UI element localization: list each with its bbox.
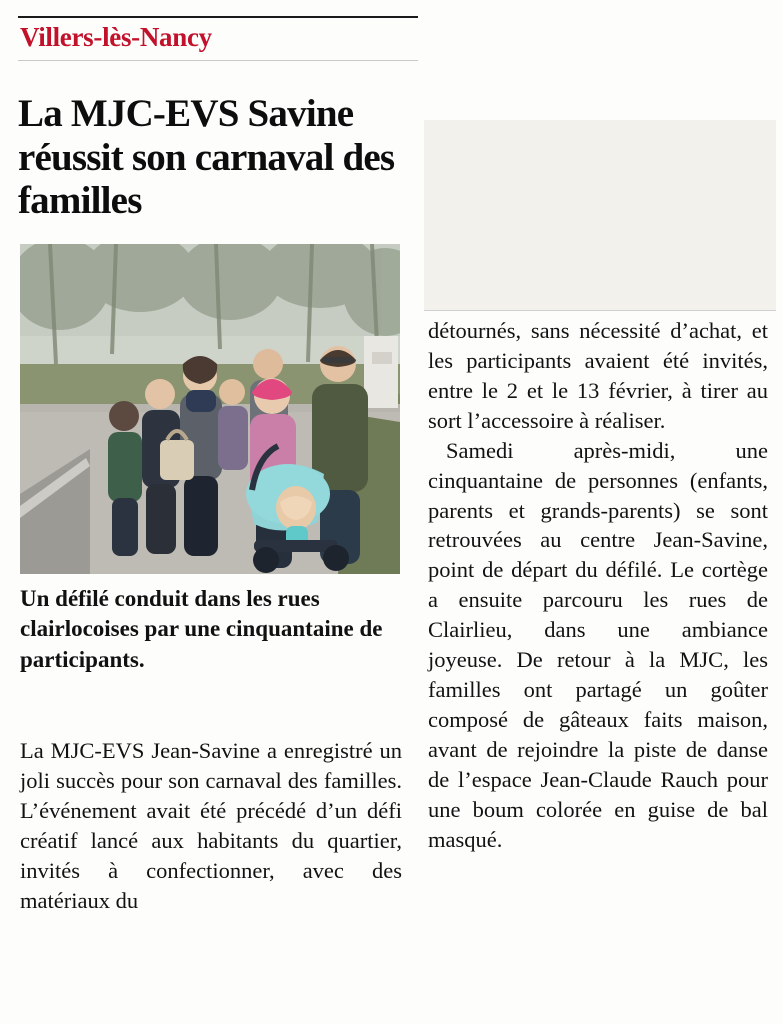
page-title: La MJC-EVS Savine réussit son carnaval des familles (18, 92, 395, 223)
article-photo (20, 244, 400, 574)
right-column-divider (424, 310, 776, 311)
article-body-right (428, 316, 768, 855)
article-paragraph-1: détournés, sans nécessité d’achat, et les participants avaient été invités, entre le 2 et le 13 février, à tirer au sort l’accessoire à réaliser. (428, 318, 768, 433)
top-divider (18, 16, 418, 18)
article-paragraph-2: Samedi après-midi, une cinquantaine de personnes (enfants, parents et grands-parents) se sont retrouvées au centre Jean-Savine, point de départ du défilé. Le cortège a ensuite parcouru les rues de Clairlieu, dans une ambiance joyeuse. De retour à la MJC, les familles ont partagé un goûter composé de gâteaux faits maison, avant de rejoindre la piste de danse de l’espace Jean-Claude Rauch pour une boum colorée en guise de bal masqué. (428, 437, 768, 852)
blank-newsprint-area (424, 120, 776, 310)
kicker-divider (18, 60, 418, 61)
article-kicker: Villers-lès-Nancy (20, 22, 212, 52)
photo-caption: Un défilé conduit dans les rues clairlocoises par une cinquantaine de participants. (20, 586, 383, 672)
article-body-left: La MJC-EVS Jean-Savine a enregistré un joli succès pour son carnaval des familles. L’événement avait été précédé d’un défi créatif lancé aux habitants du quartier, invités à confectionner, avec des matériaux du (20, 738, 402, 913)
